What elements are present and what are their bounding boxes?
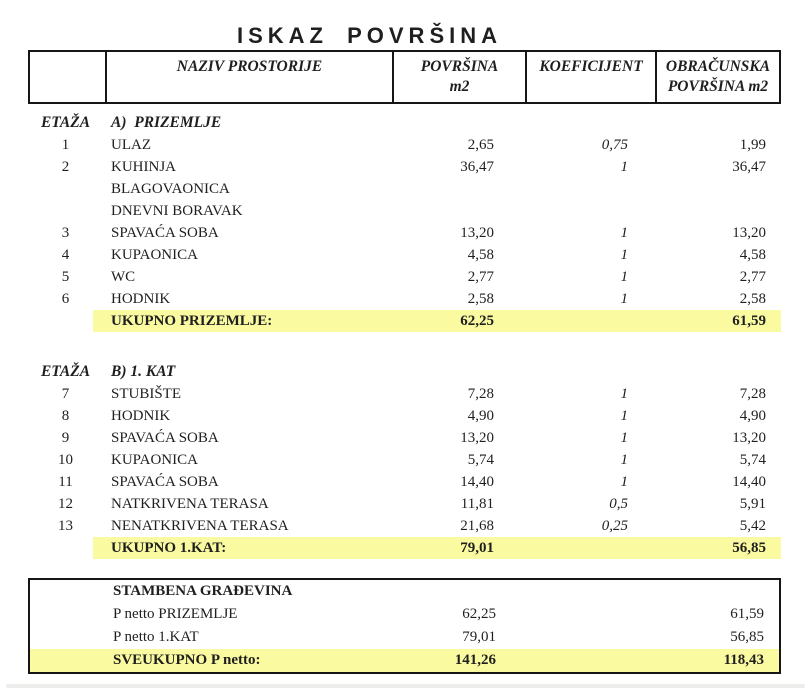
total-obracunska: 56,85 — [732, 540, 766, 556]
table-row — [28, 156, 781, 178]
total-obracunska: 61,59 — [732, 313, 766, 329]
cell-koeficijent: 0,25 — [601, 518, 628, 534]
cell-obracunska: 13,20 — [732, 225, 766, 241]
cell-povrsina: 2,77 — [467, 269, 494, 285]
summary-obracunska: 61,59 — [730, 606, 764, 622]
total-row-prizemlje — [28, 310, 781, 332]
column-header-etaza — [30, 52, 105, 102]
table-row — [28, 515, 781, 537]
cell-room-name: DNEVNI BORAVAK — [111, 203, 243, 219]
cell-row-number — [28, 200, 103, 222]
summary-obracunska: 56,85 — [730, 629, 764, 645]
cell-koeficijent: 1 — [620, 269, 628, 285]
cell-obracunska: 13,20 — [732, 430, 766, 446]
section-header-1kat — [28, 361, 781, 383]
cell-obracunska: 5,91 — [739, 496, 766, 512]
scan-artifact-line — [6, 684, 805, 688]
column-header-koeficijent: KOEFICIJENT — [525, 52, 655, 102]
cell-row-number: 6 — [61, 291, 70, 307]
table-row — [28, 288, 781, 310]
summary-row — [30, 603, 779, 626]
section-title: B) 1. KAT — [111, 363, 176, 380]
cell-koeficijent: 1 — [620, 430, 628, 446]
cell-room-name: STUBIŠTE — [111, 386, 182, 402]
table-row — [28, 266, 781, 288]
total-label: UKUPNO 1.KAT: — [111, 540, 227, 556]
cell-povrsina — [390, 178, 523, 200]
cell-room-name: SPAVAĆA SOBA — [111, 474, 219, 490]
table-row — [28, 493, 781, 515]
summary-povrsina: 79,01 — [462, 629, 496, 645]
cell-obracunska: 1,99 — [739, 137, 766, 153]
cell-koeficijent: 1 — [620, 474, 628, 490]
cell-povrsina: 36,47 — [460, 159, 494, 175]
cell-obracunska — [653, 200, 781, 222]
cell-row-number: 1 — [61, 137, 70, 153]
summary-title: STAMBENA GRAĐEVINA — [113, 583, 293, 599]
cell-povrsina: 14,40 — [460, 474, 494, 490]
cell-row-number: 9 — [61, 430, 70, 446]
cell-row-number — [28, 178, 103, 200]
cell-row-number: 11 — [58, 474, 73, 490]
summary-label: P netto PRIZEMLJE — [113, 606, 238, 622]
cell-obracunska: 4,58 — [739, 247, 766, 263]
cell-row-number: 3 — [61, 225, 70, 241]
cell-room-name: NENATKRIVENA TERASA — [111, 518, 289, 534]
cell-povrsina: 13,20 — [460, 225, 494, 241]
column-header-povrsina: POVRŠINA m2 — [392, 52, 525, 102]
cell-obracunska: 2,58 — [739, 291, 766, 307]
cell-obracunska: 36,47 — [732, 159, 766, 175]
cell-obracunska — [653, 178, 781, 200]
cell-room-name: WC — [111, 269, 136, 285]
cell-room-name: HODNIK — [111, 408, 171, 424]
table-row — [28, 244, 781, 266]
cell-room-name: HODNIK — [111, 291, 171, 307]
cell-row-number: 10 — [58, 452, 73, 468]
table-row — [28, 449, 781, 471]
summary-title-row — [30, 580, 779, 603]
table-row — [28, 427, 781, 449]
cell-room-name: SPAVAĆA SOBA — [111, 430, 219, 446]
cell-row-number: 7 — [61, 386, 70, 402]
table-row — [28, 405, 781, 427]
cell-room-name: ULAZ — [111, 137, 151, 153]
cell-koeficijent — [523, 200, 653, 222]
cell-povrsina — [390, 200, 523, 222]
cell-koeficijent: 0,5 — [609, 496, 628, 512]
cell-room-name: KUPAONICA — [111, 247, 198, 263]
grand-total-obracunska: 118,43 — [723, 652, 764, 668]
grand-total-row — [30, 649, 779, 672]
cell-koeficijent: 0,75 — [601, 137, 628, 153]
cell-koeficijent — [523, 178, 653, 200]
section-header-prizemlje — [28, 112, 781, 134]
table-row — [28, 134, 781, 156]
cell-koeficijent: 1 — [620, 225, 628, 241]
cell-room-name: KUPAONICA — [111, 452, 198, 468]
cell-obracunska: 5,42 — [739, 518, 766, 534]
table-body — [28, 112, 781, 559]
cell-koeficijent: 1 — [620, 452, 628, 468]
cell-povrsina: 11,81 — [460, 496, 494, 512]
page-title: ISKAZ POVRŠINA — [236, 23, 503, 48]
summary-label: P netto 1.KAT — [113, 629, 199, 645]
cell-row-number: 4 — [61, 247, 70, 263]
cell-row-number: 8 — [61, 408, 70, 424]
total-row-1kat — [28, 537, 781, 559]
cell-row-number: 12 — [58, 496, 73, 512]
table-header — [28, 50, 781, 104]
cell-obracunska: 4,90 — [739, 408, 766, 424]
column-header-naziv-prostorije: NAZIV PROSTORIJE — [105, 52, 392, 102]
cell-koeficijent: 1 — [620, 247, 628, 263]
cell-room-name: KUHINJA — [111, 159, 176, 175]
cell-povrsina: 7,28 — [467, 386, 494, 402]
cell-obracunska: 7,28 — [739, 386, 766, 402]
cell-koeficijent: 1 — [620, 408, 628, 424]
grand-total-label: SVEUKUPNO P netto: — [113, 652, 261, 668]
table-row — [28, 383, 781, 405]
cell-povrsina: 5,74 — [467, 452, 494, 468]
table-row — [28, 200, 781, 222]
summary-row — [30, 626, 779, 649]
cell-koeficijent: 1 — [620, 291, 628, 307]
cell-room-name: BLAGOVAONICA — [111, 181, 230, 197]
cell-koeficijent: 1 — [620, 386, 628, 402]
table-row — [28, 222, 781, 244]
cell-room-name: NATKRIVENA TERASA — [111, 496, 269, 512]
cell-povrsina: 13,20 — [460, 430, 494, 446]
summary-box — [28, 578, 781, 674]
cell-room-name: SPAVAĆA SOBA — [111, 225, 219, 241]
cell-row-number: 13 — [58, 518, 73, 534]
section-title: A) PRIZEMLJE — [111, 114, 222, 131]
cell-povrsina: 2,58 — [467, 291, 494, 307]
column-header-obracunska: OBRAČUNSKA POVRŠINA m2 — [655, 52, 779, 102]
cell-row-number: 2 — [61, 159, 70, 175]
cell-obracunska: 5,74 — [739, 452, 766, 468]
cell-povrsina: 21,68 — [460, 518, 494, 534]
total-label: UKUPNO PRIZEMLJE: — [111, 313, 273, 329]
table-row — [28, 178, 781, 200]
grand-total-povrsina: 141,26 — [454, 652, 496, 668]
total-povrsina: 79,01 — [460, 540, 494, 556]
table-row — [28, 471, 781, 493]
cell-obracunska: 2,77 — [739, 269, 766, 285]
cell-koeficijent: 1 — [620, 159, 628, 175]
total-povrsina: 62,25 — [460, 313, 494, 329]
etaza-label: ETAŽA — [40, 114, 91, 131]
cell-povrsina: 4,90 — [467, 408, 494, 424]
cell-povrsina: 2,65 — [467, 137, 494, 153]
cell-obracunska: 14,40 — [732, 474, 766, 490]
cell-povrsina: 4,58 — [467, 247, 494, 263]
cell-row-number: 5 — [61, 269, 70, 285]
etaza-label: ETAŽA — [40, 363, 91, 380]
summary-povrsina: 62,25 — [462, 606, 496, 622]
